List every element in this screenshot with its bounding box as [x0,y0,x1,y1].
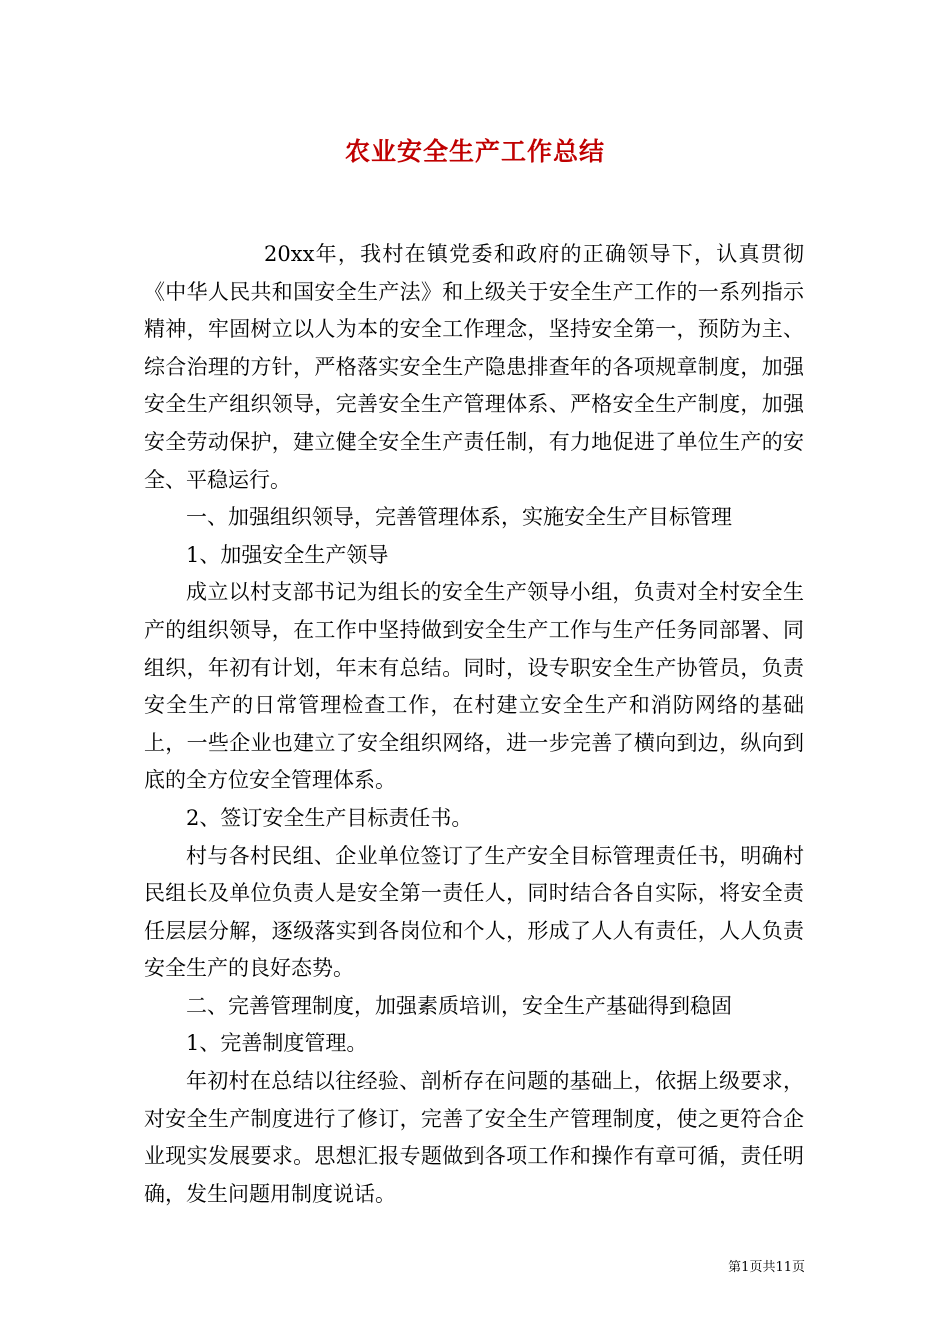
paragraph-intro: 20xx年，我村在镇党委和政府的正确领导下，认真贯彻《中华人民共和国安全生产法》和上级关于安全生产工作的一系列指示精神，牢固树立以人为本的安全工作理念，坚持安全第一，预防为主、综合治理的方针，严格落实安全生产隐患排查年的各项规章制度，加强安全生产组织领导，完善安全生产管理体系、严格安全生产制度，加强安全劳动保护，建立健全安全生产责任制，有力地促进了单位生产的安全、平稳运行。 [144,242,804,492]
section-heading-1: 一、加强组织领导，完善管理体系，实施安全生产目标管理 [186,505,732,530]
paragraph-2-1: 年初村在总结以往经验、剖析存在问题的基础上，依据上级要求，对安全生产制度进行了修订，完善了安全生产管理制度，使之更符合企业现实发展要求。思想汇报专题做到各项工作和操作有章可循，责任明确，发生问题用制度说话。 [144,1069,804,1206]
paragraph-1-2: 村与各村民组、企业单位签订了生产安全目标管理责任书，明确村民组长及单位负责人是安全第一责任人，同时结合各自实际，将安全责任层层分解，逐级落实到各岗位和个人，形成了人人有责任，人人负责安全生产的良好态势。 [144,843,804,981]
subheading-1-1: 1、加强安全生产领导 [186,542,389,567]
document-body [144,236,804,1213]
document-title: 农业安全生产工作总结 [344,137,605,166]
paragraph-1-1: 成立以村支部书记为组长的安全生产领导小组，负责对全村安全生产的组织领导，在工作中坚持做到安全生产工作与生产任务同部署、同组织，年初有计划，年末有总结。同时，设专职安全生产协管员，负责安全生产的日常管理检查工作，在村建立安全生产和消防网络的基础上，一些企业也建立了安全组织网络，进一步完善了横向到边，纵向到底的全方位安全管理体系。 [144,580,804,793]
subheading-2-1: 1、完善制度管理。 [186,1031,368,1056]
subheading-1-2: 2、签订安全生产目标责任书。 [186,805,473,830]
page-number: 第1页共11页 [728,1260,805,1275]
section-heading-2: 二、完善管理制度，加强素质培训，安全生产基础得到稳固 [186,993,732,1018]
